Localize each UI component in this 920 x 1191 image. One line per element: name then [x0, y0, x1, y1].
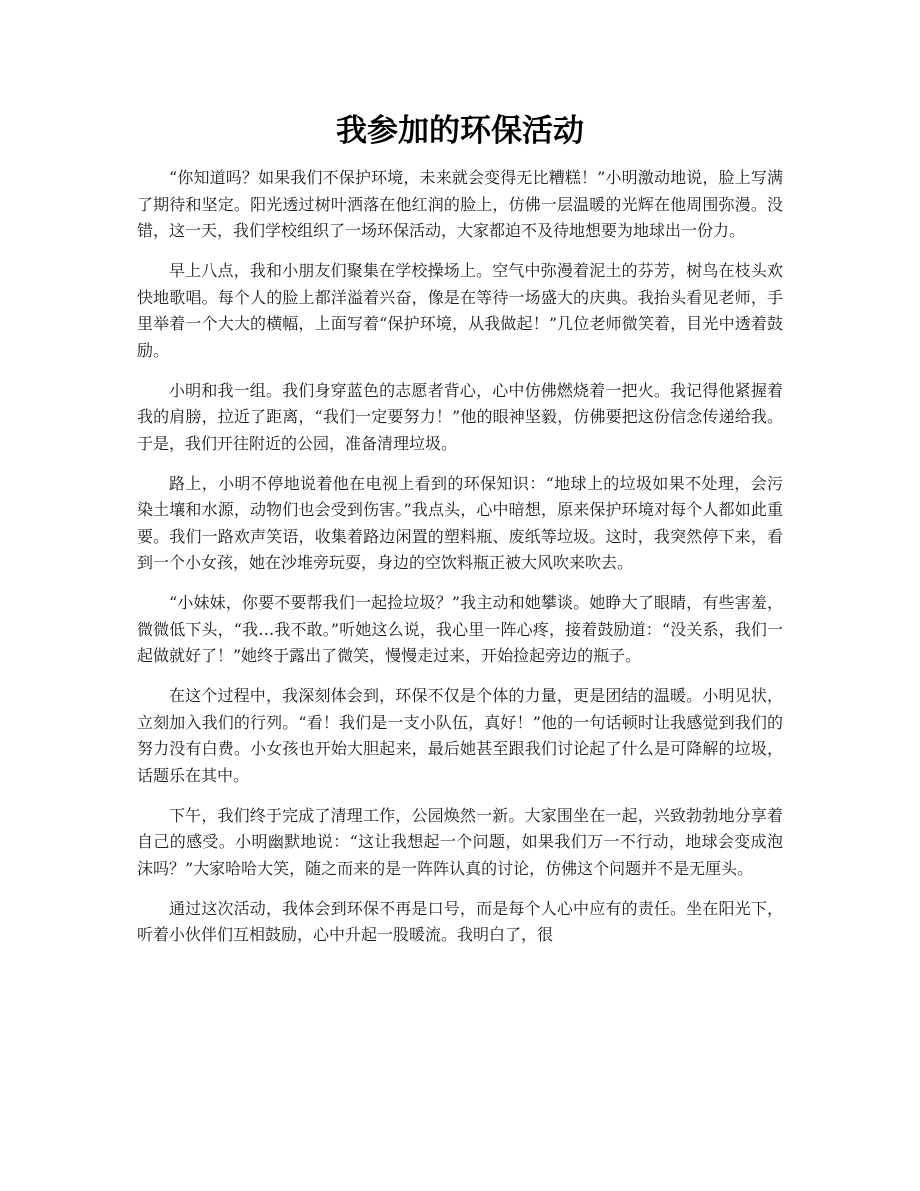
paragraph-4: 路上，小明不停地说着他在电视上看到的环保知识：“地球上的垃圾如果不处理，会污染土壤和水源，动物们也会受到伤害。”我点头，心中暗想，原来保护环境对每个人都如此重要。我们一路欢声笑语，收集着路边闲置的塑料瓶、废纸等垃圾。这时，我突然停下来，看到一个小女孩，她在沙堆旁玩耍，身边的空饮料瓶正被大风吹来吹去。 [137, 473, 783, 572]
paragraph-3: 小明和我一组。我们身穿蓝色的志愿者背心，心中仿佛燃烧着一把火。我记得他紧握着我的肩膀，拉近了距离，“我们一定要努力！”他的眼神坚毅，仿佛要把这份信念传递给我。于是，我们开往附近的公园，准备清理垃圾。 [137, 380, 783, 453]
paragraph-8: 通过这次活动，我体会到环保不再是口号，而是每个人心中应有的责任。坐在阳光下，听着小伙伴们互相鼓励，心中升起一股暖流。我明白了，很 [137, 898, 783, 944]
paragraph-2: 早上八点，我和小朋友们聚集在学校操场上。空气中弥漫着泥土的芬芳，树鸟在枝头欢快地歌唱。每个人的脸上都洋溢着兴奋，像是在等待一场盛大的庆典。我抬头看见老师，手里举着一个大大的横幅，上面写着“保护环境，从我做起！”几位老师微笑着，目光中透着鼓励。 [137, 261, 783, 360]
paragraph-7: 下午，我们终于完成了清理工作，公园焕然一新。大家围坐在一起，兴致勃勃地分享着自己的感受。小明幽默地说：“这让我想起一个问题，如果我们万一不行动，地球会变成泡沫吗？”大家哈哈大笑，随之而来的是一阵阵认真的讨论，仿佛这个问题并不是无厘头。 [137, 805, 783, 878]
paragraph-1: “你知道吗？如果我们不保护环境，未来就会变得无比糟糕！”小明激动地说，脸上写满了期待和坚定。阳光透过树叶洒落在他红润的脸上，仿佛一层温暖的光辉在他周围弥漫。没错，这一天，我们学校组织了一场环保活动，大家都迫不及待地想要为地球出一份力。 [137, 168, 783, 240]
document-body [137, 165, 783, 962]
paragraph-5: “小妹妹，你要不要帮我们一起捡垃圾？”我主动和她攀谈。她睁大了眼睛，有些害羞，微微低下头，“我…我不敢。”听她这么说，我心里一阵心疼，接着鼓励道：“没关系，我们一起做就好了！”她终于露出了微笑，慢慢走过来，开始捡起旁边的瓶子。 [137, 593, 783, 665]
document-title: 我参加的环保活动 [336, 113, 584, 149]
paragraph-6: 在这个过程中，我深刻体会到，环保不仅是个体的力量，更是团结的温暖。小明见状，立刻加入我们的行列。“看！我们是一支小队伍，真好！”他的一句话顿时让我感觉到我们的努力没有白费。小女孩也开始大胆起来，最后她甚至跟我们讨论起了什么是可降解的垃圾，话题乐在其中。 [137, 686, 783, 785]
